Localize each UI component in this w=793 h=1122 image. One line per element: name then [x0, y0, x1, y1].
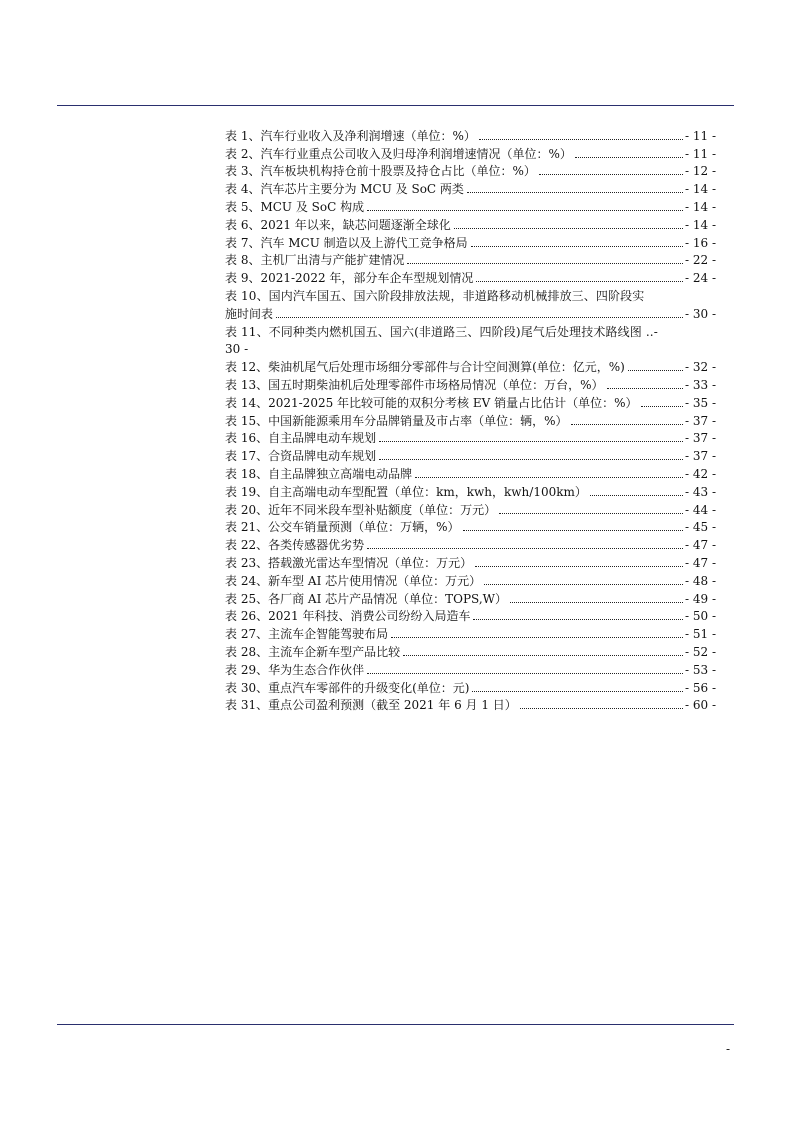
toc-entry-title: 表 1、汽车行业收入及净利润增速（单位：%） [225, 128, 476, 143]
toc-entry-page: - 24 - [684, 271, 716, 286]
toc-entry-11[interactable] [225, 321, 716, 357]
toc-entry-page: - 14 - [684, 217, 716, 232]
toc-entry-page: - 48 - [684, 573, 716, 588]
toc-entry-title: 表 4、汽车芯片主要分为 MCU 及 SoC 两类 [225, 182, 464, 197]
toc-entry-page: - 44 - [684, 502, 716, 517]
dot-leader [379, 441, 683, 442]
toc-entry-title: 表 20、近年不同米段车型补贴额度（单位：万元） [225, 502, 497, 517]
dot-leader [463, 530, 683, 531]
toc-entry-title: 表 16、自主品牌电动车规划 [225, 431, 377, 446]
dot-leader [276, 317, 683, 318]
dot-leader [479, 139, 683, 140]
toc-entry-page: - 32 - [684, 360, 716, 375]
dot-leader [475, 566, 683, 567]
toc-entry[interactable] [225, 517, 716, 535]
toc-entry-title: 表 6、2021 年以来，缺芯问题逐渐全球化 [225, 217, 451, 232]
toc-entry-title: 表 28、主流车企新车型产品比较 [225, 644, 401, 659]
dot-leader [391, 637, 683, 638]
toc-entry-title: 表 29、华为生态合作伙伴 [225, 662, 365, 677]
toc-entry[interactable] [225, 570, 716, 588]
toc-entry-page: - 37 - [684, 449, 716, 464]
toc-entry-title: 表 19、自主高端电动车型配置（单位：km，kwh，kwh/100km） [225, 484, 587, 499]
toc-entry[interactable] [225, 356, 716, 374]
toc-entry-page: - 22 - [684, 253, 716, 268]
toc-entry-title: 表 18、自主品牌独立高端电动品牌 [225, 466, 413, 481]
toc-entry[interactable] [225, 695, 716, 713]
table-of-contents [225, 125, 716, 712]
toc-entry-title: 表 7、汽车 MCU 制造以及上游代工竞争格局 [225, 235, 468, 250]
dot-leader [454, 228, 683, 229]
toc-entry-page: - 14 - [684, 182, 716, 197]
toc-entry-title-line1: 表 10、国内汽车国五、国六阶段排放法规，非道路移动机械排放三、四阶段实 [225, 288, 645, 303]
dot-leader [367, 548, 683, 549]
toc-entry-title: 表 9、2021-2022 年，部分车企车型规划情况 [225, 271, 474, 286]
toc-entry-page: - 47 - [684, 555, 716, 570]
toc-entry[interactable] [225, 677, 716, 695]
toc-entry-page-wrapped: 30 - [225, 342, 249, 357]
toc-entry[interactable] [225, 499, 716, 517]
toc-entry-page: - 12 - [684, 164, 716, 179]
dot-leader [510, 602, 683, 603]
toc-entry[interactable] [225, 250, 716, 268]
toc-entry-page: - 35 - [684, 395, 716, 410]
dot-leader [403, 655, 683, 656]
toc-entry-title: 表 23、搭载激光雷达车型情况（单位：万元） [225, 555, 473, 570]
dot-leader [473, 619, 683, 620]
dot-leader [539, 174, 683, 175]
header-rule [57, 105, 734, 106]
dot-leader [379, 459, 683, 460]
toc-entry-page: - 37 - [684, 413, 716, 428]
toc-entry-10[interactable] [225, 285, 716, 321]
toc-entry-page: - 16 - [684, 235, 716, 250]
toc-entry-title-line2: 施时间表 [225, 306, 274, 321]
toc-entry-title: 表 30、重点汽车零部件的升级变化(单位：元) [225, 680, 470, 695]
toc-entry[interactable] [225, 552, 716, 570]
toc-entry-page: - 51 - [684, 627, 716, 642]
toc-entry-title: 表 3、汽车板块机构持仓前十股票及持仓占比（单位：%） [225, 164, 536, 179]
toc-entry[interactable] [225, 374, 716, 392]
toc-entry-title: 表 21、公交车销量预测（单位：万辆，%） [225, 520, 460, 535]
toc-entry-page: - 47 - [684, 538, 716, 553]
dot-leader [641, 406, 683, 407]
toc-entry[interactable] [225, 125, 716, 143]
toc-entry[interactable] [225, 606, 716, 624]
dot-leader [472, 691, 683, 692]
toc-entry-title: 表 12、柴油机尾气后处理市场细分零部件与合计空间测算(单位：亿元，%) [225, 360, 625, 375]
toc-entry[interactable] [225, 143, 716, 161]
dot-leader [571, 424, 683, 425]
toc-entry-page: - 37 - [684, 431, 716, 446]
dot-leader [415, 477, 683, 478]
toc-entry-title: 表 25、各厂商 AI 芯片产品情况（单位：TOPS,W） [225, 591, 507, 606]
toc-entry-title: 表 14、2021-2025 年比较可能的双积分考核 EV 销量占比估计（单位：%） [225, 395, 638, 410]
toc-entry-title: 表 13、国五时期柴油机后处理零部件市场格局情况（单位：万台，%） [225, 377, 604, 392]
toc-entry-title: 表 17、合资品牌电动车规划 [225, 449, 377, 464]
toc-entry-page: - 56 - [684, 680, 716, 695]
toc-entry[interactable] [225, 392, 716, 410]
toc-entry-page: - 11 - [684, 146, 716, 161]
toc-entry-page: - 50 - [684, 609, 716, 624]
dot-leader [367, 210, 683, 211]
dot-leader [628, 370, 683, 371]
toc-entry-title: 表 15、中国新能源乘用车分品牌销量及市占率（单位：辆，%） [225, 413, 568, 428]
toc-entry-title: 表 5、MCU 及 SoC 构成 [225, 199, 365, 214]
toc-entry-title-line1: 表 11、不同种类内燃机国五、国六(非道路三、四阶段)尾气后处理技术路线图 ..- [225, 324, 658, 339]
toc-entry[interactable] [225, 534, 716, 552]
dot-leader [607, 388, 683, 389]
dot-leader [407, 263, 683, 264]
dot-leader [575, 157, 683, 158]
toc-entry-title: 表 2、汽车行业重点公司收入及归母净利润增速情况（单位：%） [225, 146, 572, 161]
page-number-mark: - [726, 1042, 731, 1056]
dot-leader [471, 246, 683, 247]
toc-entry-title: 表 22、各类传感器优劣势 [225, 538, 365, 553]
toc-entry[interactable] [225, 410, 716, 428]
toc-entry-page: - 49 - [684, 591, 716, 606]
toc-entry-page: - 33 - [684, 377, 716, 392]
toc-entry[interactable] [225, 161, 716, 179]
toc-entry-page: - 43 - [684, 484, 716, 499]
toc-entry[interactable] [225, 481, 716, 499]
toc-entry-title: 表 31、重点公司盈利预测（截至 2021 年 6 月 1 日） [225, 698, 517, 713]
toc-entry-page: - 53 - [684, 662, 716, 677]
toc-entry[interactable] [225, 196, 716, 214]
toc-entry-page: - 52 - [684, 644, 716, 659]
toc-entry-title: 表 8、主机厂出清与产能扩建情况 [225, 253, 405, 268]
toc-entry[interactable] [225, 178, 716, 196]
dot-leader [476, 281, 683, 282]
toc-entry-page: - 42 - [684, 466, 716, 481]
dot-leader [520, 708, 683, 709]
dot-leader [484, 584, 683, 585]
toc-entry[interactable] [225, 641, 716, 659]
toc-entry-title: 表 27、主流车企智能驾驶布局 [225, 627, 389, 642]
toc-entry-page: - 30 - [684, 306, 716, 321]
toc-entry-page: - 14 - [684, 199, 716, 214]
toc-entry[interactable] [225, 267, 716, 285]
toc-entry-page: - 60 - [684, 698, 716, 713]
toc-entry[interactable] [225, 463, 716, 481]
dot-leader [367, 673, 683, 674]
dot-leader [590, 495, 683, 496]
toc-entry[interactable] [225, 588, 716, 606]
dot-leader [467, 192, 683, 193]
toc-entry-page: - 45 - [684, 520, 716, 535]
toc-entry-page: - 11 - [684, 128, 716, 143]
toc-entry[interactable] [225, 232, 716, 250]
toc-entry[interactable] [225, 659, 716, 677]
footer-rule [57, 1024, 734, 1025]
toc-entry-title: 表 24、新车型 AI 芯片使用情况（单位：万元） [225, 573, 482, 588]
toc-entry[interactable] [225, 445, 716, 463]
toc-entry-title: 表 26、2021 年科技、消费公司纷纷入局造车 [225, 609, 471, 624]
toc-entry[interactable] [225, 214, 716, 232]
toc-entry[interactable] [225, 428, 716, 446]
toc-entry[interactable] [225, 623, 716, 641]
dot-leader [499, 513, 683, 514]
